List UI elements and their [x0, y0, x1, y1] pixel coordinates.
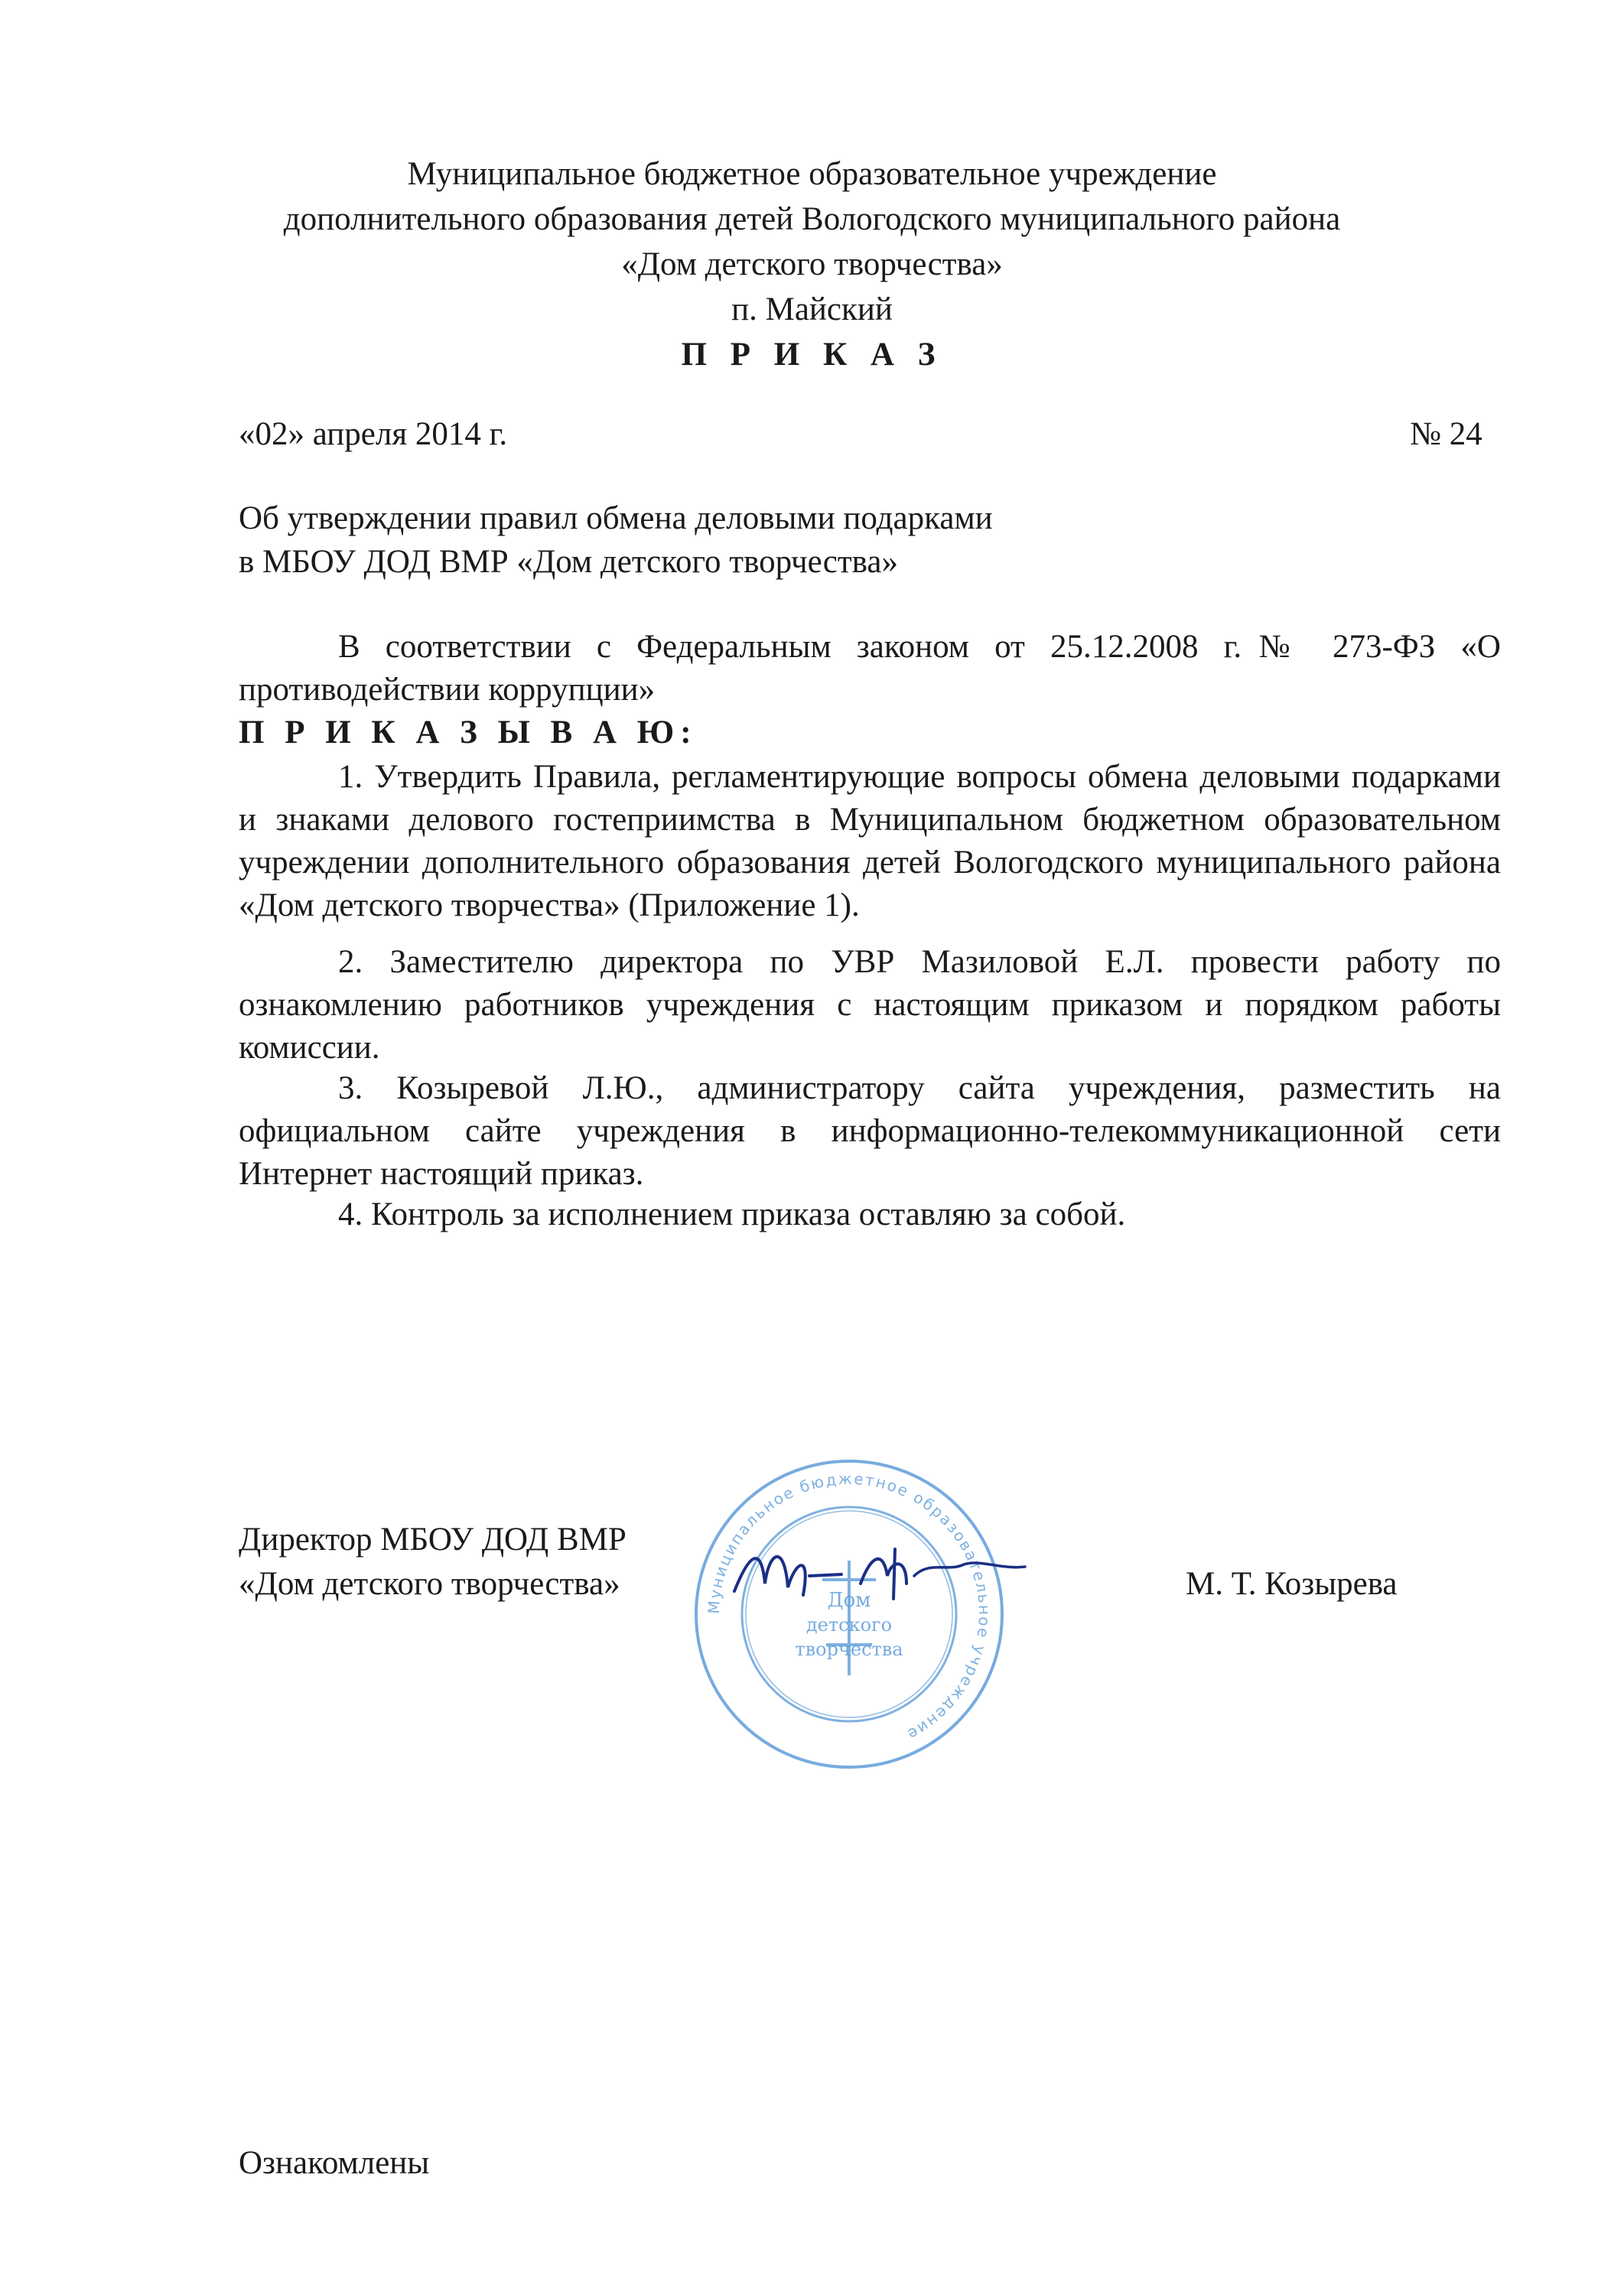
order-item-3: 3. Козыревой Л.Ю., администратору сайта учреждения, разместить на официальном сайте учреждения в информационно-телекоммуникационной сети Интернет настоящий приказ.	[239, 1070, 1501, 1192]
signatory-name: М. Т. Козырева	[1186, 1566, 1398, 1602]
org-name-line1: Муниципальное бюджетное образовательное учреждение	[407, 156, 1217, 192]
svg-text:творчества: творчества	[795, 1639, 903, 1660]
handwritten-signature	[719, 1530, 1040, 1622]
subject-line2: в МБОУ ДОД ВМР «Дом детского творчества»	[239, 544, 898, 580]
stamp-center-text: Дом	[827, 1589, 871, 1612]
order-date: «02» апреля 2014 г.	[239, 416, 508, 452]
acquainted-label: Ознакомлены	[239, 2145, 430, 2181]
order-item-2: 2. Заместителю директора по УВР Мазиловой Е.Л. провести работу по ознакомлению работников учреждения с настоящим приказом и порядком работы комиссии.	[239, 944, 1501, 1066]
doc-type-title: П Р И К А З	[681, 337, 943, 373]
order-item-1: 1. Утвердить Правила, регламентирующие вопросы обмена деловыми подарками и знаками делового гостеприимства в Муниципальном бюджетном образовательном учреждении дополнительного образования детей Вологодского муниципального района «Дом детского творчества» (Приложение 1).	[239, 759, 1501, 923]
org-name-line3: «Дом детского творчества»	[621, 246, 1003, 282]
location: п. Майский	[731, 291, 893, 327]
org-name-line2: дополнительного образования детей Вологодского муниципального района	[283, 201, 1341, 237]
svg-text:Муниципальное бюджетное образо: Муниципальное бюджетное образовательное учреждение	[704, 1469, 994, 1745]
order-word: П Р И К А З Ы В А Ю:	[239, 715, 698, 750]
order-item-4: 4. Контроль за исполнением приказа оставляю за собой.	[338, 1196, 1126, 1232]
subject-line1: Об утверждении правил обмена деловыми подарками	[239, 500, 993, 536]
signatory-position-line2: «Дом детского творчества»	[239, 1566, 620, 1602]
svg-text:детского: детского	[805, 1614, 893, 1636]
signatory-position-line1: Директор МБОУ ДОД ВМР	[239, 1522, 626, 1558]
preamble: В соответствии с Федеральным законом от 25.12.2008 г.№ 273-ФЗ «О противодействии коррупции»	[239, 629, 1501, 708]
order-number: № 24	[1410, 416, 1482, 452]
